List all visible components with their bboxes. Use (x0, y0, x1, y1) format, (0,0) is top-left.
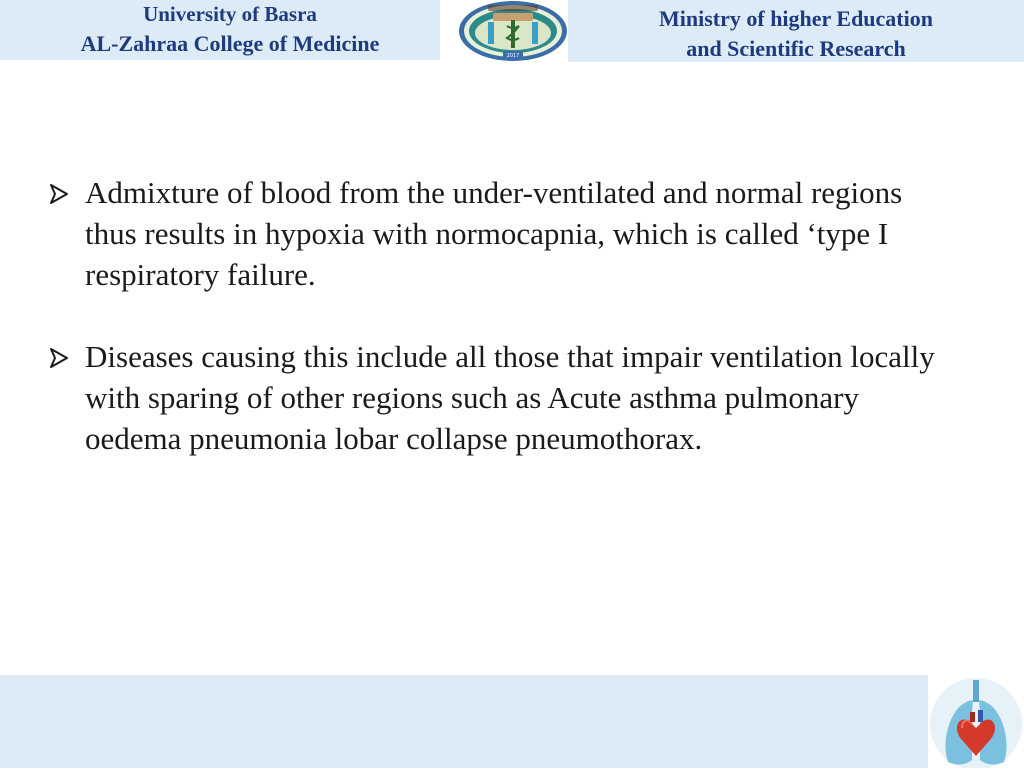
bullet-item (48, 172, 948, 295)
lungs-heart-icon (928, 672, 1024, 768)
university-name: University of Basra (143, 2, 317, 26)
college-name: AL-Zahraa College of Medicine (80, 31, 380, 56)
slide-content (48, 172, 948, 500)
footer-band (0, 675, 928, 768)
logo-year: 2017 (506, 53, 520, 59)
arrowhead-bullet-icon (48, 347, 70, 369)
arrowhead-bullet-icon (48, 183, 70, 205)
ministry-name: Ministry of higher Education (658, 6, 933, 31)
ministry-subtitle: and Scientific Research (686, 36, 906, 61)
header-right-panel (568, 0, 1024, 62)
header-left-panel (0, 0, 440, 60)
bullet-item (48, 336, 948, 459)
college-seal-logo (458, 0, 568, 62)
bullet-text: Diseases causing this include all those that impair ventilation locally with sparing of other regions such as Acute asthma pulmonary oedema pneumonia lobar collapse pneumothorax. (85, 339, 935, 456)
bullet-text: Admixture of blood from the under-ventilated and normal regions thus results in hypoxia with normocapnia, which is called ‘type I respiratory failure. (85, 175, 903, 292)
